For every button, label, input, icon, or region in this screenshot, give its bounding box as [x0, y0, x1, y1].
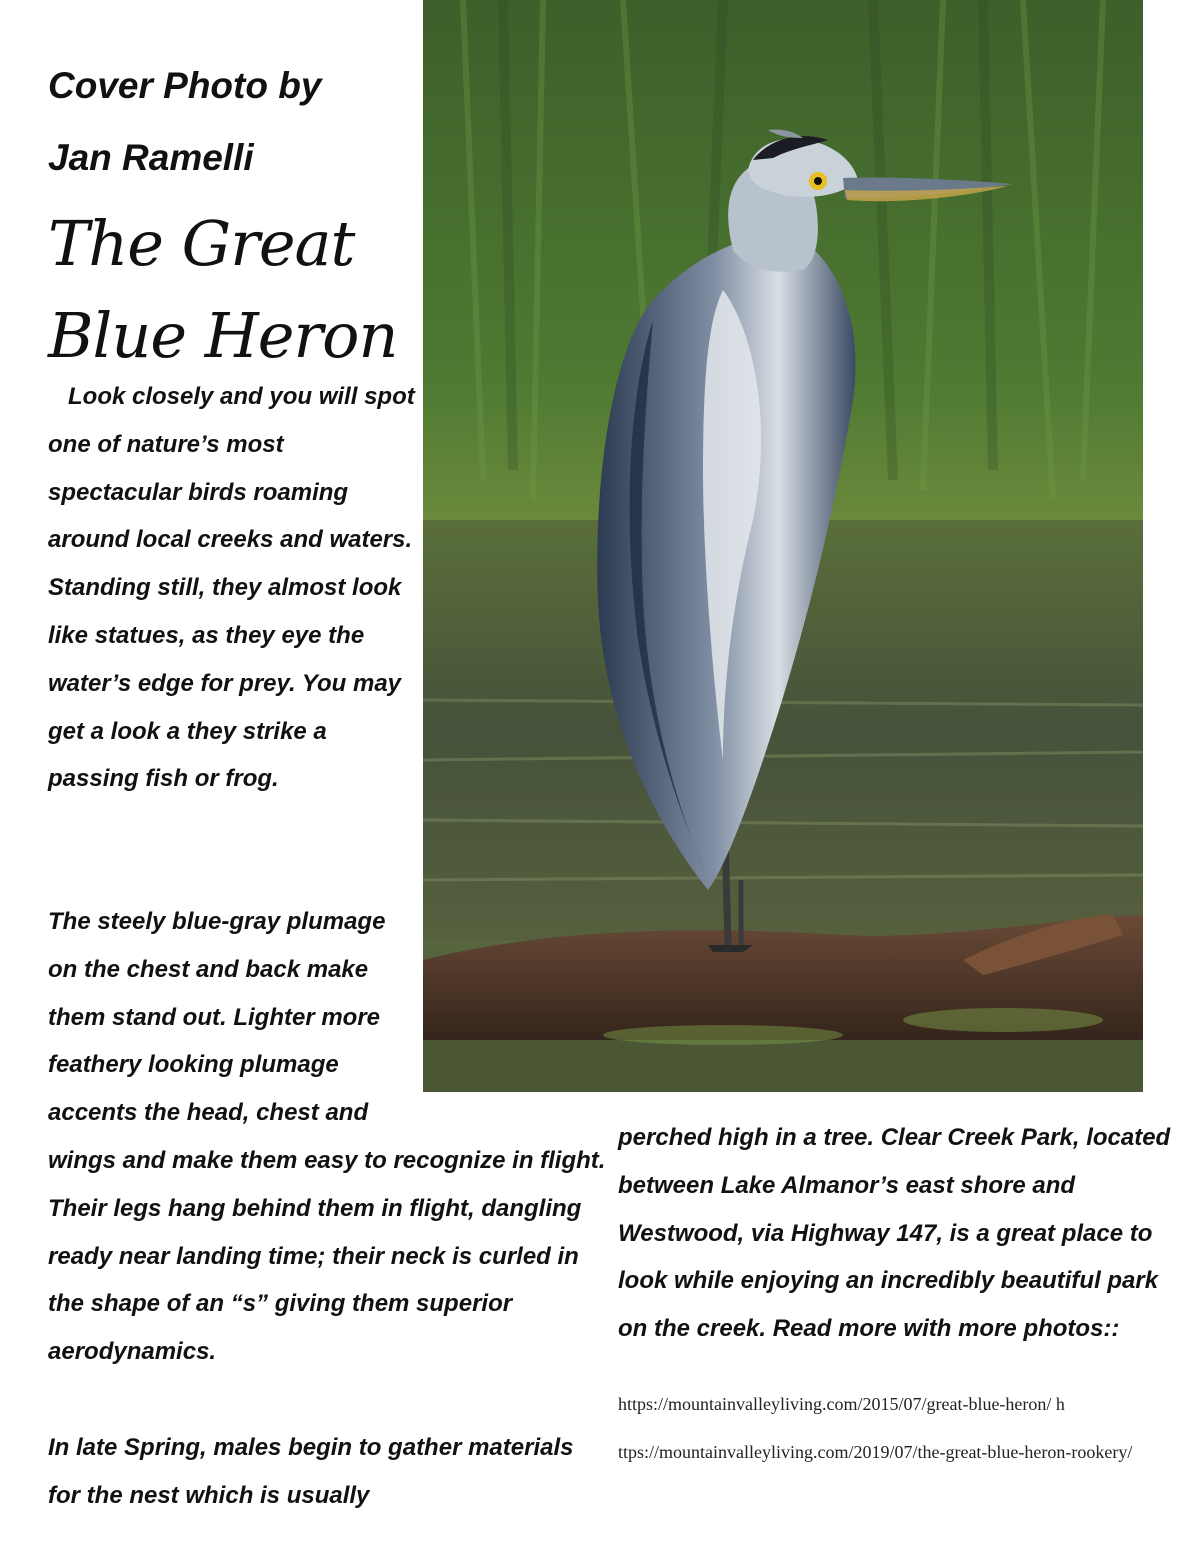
paragraph-plumage-wide: wings and make them easy to recognize in flight. Their legs hang behind them in flight, dangling ready near landing time; their neck is curled in the shape of an “s” giving them superior aerodynamics.: [48, 1146, 606, 1366]
title-line: Blue Heron: [48, 299, 398, 372]
credit-line: Cover Photo by: [48, 65, 322, 106]
article-link-2019[interactable]: ttps://mountainvalleyliving.com/2019/07/the-great-blue-heron-rookery/: [618, 1442, 1133, 1462]
title-line: The Great: [48, 207, 355, 280]
paragraph-plumage-narrow: The steely blue-gray plumage on the chest and back make them stand out. Lighter more feathery looking plumage accents the head, chest and: [48, 908, 386, 1127]
paragraph-nesting: In late Spring, males begin to gather materials for the nest which is usually: [48, 1434, 574, 1509]
heron-photo-illustration: [423, 0, 1143, 1092]
credit-line: Jan Ramelli: [48, 137, 254, 178]
article-link-2015[interactable]: https://mountainvalleyliving.com/2015/07/great-blue-heron/ h: [618, 1394, 1065, 1414]
cover-photo-credit: [48, 50, 418, 194]
heron-cover-photo: [423, 0, 1143, 1092]
paragraph-intro: Look closely and you will spot one of nature’s most spectacular birds roaming around local creeks and waters. Standing still, they almost look like statues, as they eye the water’s edge for prey. You may get a look a they strike a passing fish or frog.: [48, 383, 415, 793]
paragraph-location: perched high in a tree. Clear Creek Park, located between Lake Almanor’s east shore and Westwood, via Highway 147, is a great place to look while enjoying an incredibly beautiful park on the creek. Read more with more photos::: [618, 1124, 1171, 1343]
page-title: [48, 198, 420, 382]
